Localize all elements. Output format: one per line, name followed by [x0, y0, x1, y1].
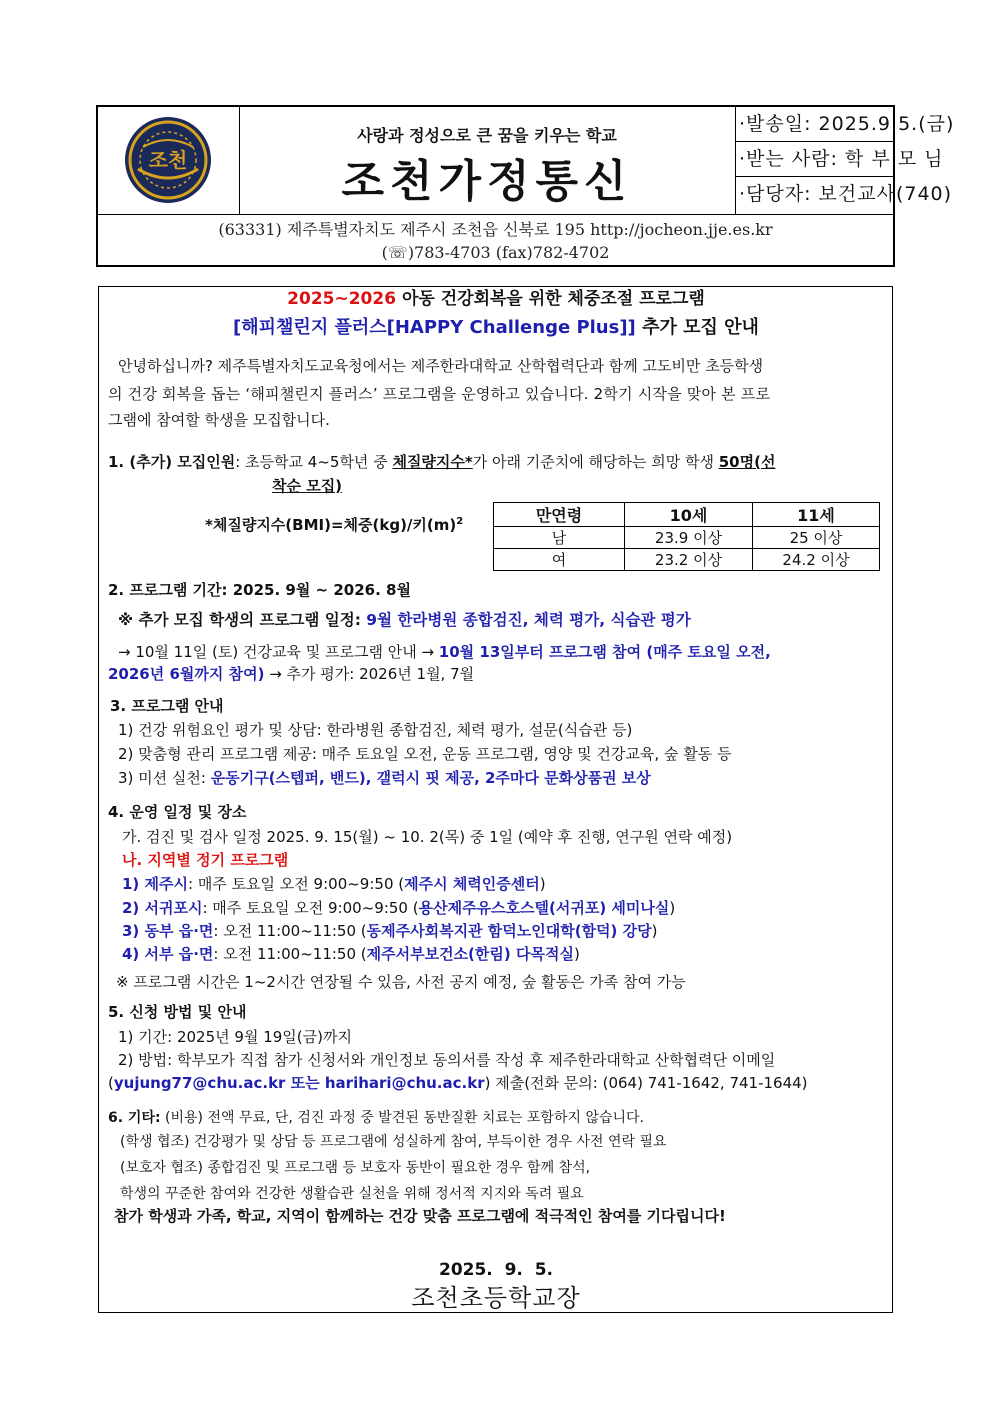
newsletter-header — [96, 105, 955, 267]
newsletter-name: 조천가정통신 — [341, 156, 633, 207]
header-top-row — [98, 107, 955, 215]
s1-bmi-term: 체질량지수* — [392, 453, 473, 471]
region-label: 1) 제주시 — [122, 875, 188, 893]
school-emblem-icon — [98, 107, 239, 214]
region-close: ) — [573, 945, 580, 963]
s3-item-3-label: 3) 미션 실천: — [118, 769, 211, 787]
s6-line-1 — [108, 1108, 644, 1128]
table-cell: 25 이상 — [753, 527, 880, 549]
s3-item-3-detail: 운동기구(스텝퍼, 밴드), 갤럭시 핏 제공, 2주마다 문화상품권 보상 — [210, 769, 651, 787]
title-program: 아동 건강회복을 위한 체중조절 프로그램 — [396, 289, 705, 309]
s2-flow-line-2 — [108, 664, 474, 684]
region-time: : 오전 11:00~11:50 ( — [213, 922, 367, 940]
s1-count: 50명(선 — [718, 453, 776, 471]
s4-region-east — [122, 921, 657, 941]
table-row — [494, 527, 880, 549]
s5-email-addresses[interactable]: yujung77@chu.ac.kr 또는 harihari@chu.ac.kr — [113, 1074, 485, 1092]
section-4-heading: 4. 운영 일정 및 장소 — [108, 803, 247, 821]
region-close: ) — [539, 875, 546, 893]
contact-person: ·담당자: 보건교사(740) — [739, 183, 953, 205]
s2-note-detail: 9월 한라병원 종합검진, 체력 평가, 식습관 평가 — [366, 611, 691, 629]
section-6-heading: 6. 기타: — [108, 1110, 161, 1126]
table-header-cell: 10세 — [625, 503, 753, 527]
table-cell: 23.2 이상 — [625, 549, 753, 571]
region-label: 4) 서부 읍·면 — [122, 945, 214, 963]
s5-item-1: 1) 기간: 2025년 9월 19일(금)까지 — [118, 1028, 352, 1046]
s2-flow-c: 2026년 6월까지 참여) — [108, 665, 265, 683]
s6-line-4: 학생의 꾸준한 참여와 건강한 생활습관 실천을 위해 정서적 지지와 독려 필요 — [120, 1186, 584, 1202]
s1-text-a: : 초등학교 4~5학년 중 — [235, 453, 393, 471]
s2-flow-d: → 추가 평가: 2026년 1월, 7월 — [264, 665, 475, 683]
signer: 조천초등학교장 — [411, 1284, 581, 1312]
table-header-cell: 11세 — [753, 503, 880, 527]
s5-email-open: ( — [108, 1074, 114, 1092]
s1-first-come: 착순 모집) — [272, 477, 343, 495]
s4-region-west — [122, 944, 580, 964]
title-cell — [239, 107, 736, 214]
section-2-heading: 2. 프로그램 기간: 2025. 9월 ~ 2026. 8월 — [108, 581, 411, 599]
title-recruit: 추가 모집 안내 — [635, 317, 759, 338]
title-year: 2025~2026 — [287, 289, 397, 309]
school-slogan: 사랑과 정성으로 큰 꿈을 키우는 학교 — [357, 126, 617, 145]
region-place: 동제주사회복지관 함덕노인대학(함덕) 강당 — [366, 922, 652, 940]
s5-item-2: 2) 방법: 학부모가 직접 참가 신청서와 개인정보 동의서를 작성 후 제주한라대학교 산학협력단 이메일 — [118, 1051, 776, 1069]
s2-flow-line-1 — [118, 642, 771, 662]
table-cell: 여 — [494, 549, 625, 571]
s2-flow-b: 10월 13일부터 프로그램 참여 (매주 토요일 오전, — [438, 643, 771, 661]
region-place: 제주서부보건소(한림) 다목적실 — [366, 945, 574, 963]
s6-line-3: (보호자 협조) 종합검진 및 프로그램 등 보호자 동반이 필요한 경우 함께 참석, — [120, 1160, 591, 1176]
bmi-formula-text: *체질량지수(BMI)=체중(kg)/키(m) — [205, 516, 457, 534]
s6-cost: (비용) 전액 무료, 단, 검진 과정 중 발견된 동반질환 치료는 포함하지 않습니다. — [160, 1110, 644, 1126]
section-5-heading: 5. 신청 방법 및 안내 — [108, 1003, 247, 1021]
bmi-formula — [205, 512, 463, 535]
title-program-name: [해피챌린지 플러스[HAPPY Challenge Plus]] — [233, 317, 636, 338]
school-address: (63331) 제주특별자치도 제주시 조천읍 신북로 195 http://jocheon.jje.es.kr — [218, 220, 773, 239]
emblem-text: 조천 — [148, 148, 188, 172]
region-place: 용산제주유스호스텔(서귀포) 세미나실 — [418, 899, 670, 917]
section-1-line-1 — [108, 452, 775, 472]
recipient: ·받는 사람: 학 부 모 님 — [735, 142, 893, 177]
school-phone: (☏)783-4703 (fax)782-4702 — [381, 243, 610, 262]
table-cell: 24.2 이상 — [753, 549, 880, 571]
s1-text-c: 가 아래 기준치에 해당하는 희망 학생 — [472, 453, 719, 471]
region-close: ) — [669, 899, 676, 917]
table-cell: 남 — [494, 527, 625, 549]
region-time: : 매주 토요일 오전 9:00~9:50 ( — [188, 875, 405, 893]
s4-regional-heading: 나. 지역별 정기 프로그램 — [122, 851, 289, 869]
intro-line-2: 의 건강 회복을 돕는 ‘해피챌린지 플러스’ 프로그램을 운영하고 있습니다. 2학기 시작을 맞아 본 프로 — [108, 385, 771, 403]
s6-line-2: (학생 협조) 건강평가 및 상담 등 프로그램에 성실하게 참여, 부득이한 경우 사전 연락 필요 — [120, 1134, 667, 1150]
issue-info-cell — [735, 107, 955, 214]
s3-item-3 — [118, 768, 651, 788]
section-1-heading: 1. (추가) 모집인원 — [108, 453, 236, 471]
s4-region-seogwipo — [122, 898, 675, 918]
notice-title-line2 — [0, 315, 992, 341]
s4-checkup-schedule: 가. 검진 및 검사 일정 2025. 9. 15(월) ~ 10. 2(목) 중 1일 (예약 후 진행, 연구원 연락 예정) — [122, 828, 733, 846]
s5-email-end: ) 제출(전화 문의: (064) 741-1642, 741-1644) — [484, 1074, 808, 1092]
region-time: : 매주 토요일 오전 9:00~9:50 ( — [202, 899, 419, 917]
section-3-heading: 3. 프로그램 안내 — [110, 697, 224, 715]
issue-date: ·발송일: 2025.9.5.(금) — [735, 107, 893, 142]
s3-item-2: 2) 맞춤형 관리 프로그램 제공: 매주 토요일 오전, 운동 프로그램, 영양 및 건강교육, 숲 활동 등 — [118, 745, 732, 763]
table-header-cell: 만연령 — [494, 503, 625, 527]
table-header-row — [494, 503, 880, 527]
region-close: ) — [651, 922, 658, 940]
closing-message: 참가 학생과 가족, 학교, 지역이 함께하는 건강 맞춤 프로그램에 적극적인 참여를 기다립니다! — [114, 1207, 726, 1225]
s5-email-line — [108, 1073, 808, 1093]
s4-note: ※ 프로그램 시간은 1~2시간 연장될 수 있음, 사전 공지 예정, 숲 활동은 가족 참여 가능 — [116, 973, 686, 991]
s2-note-label: ※ 추가 모집 학생의 프로그램 일정: — [118, 611, 367, 629]
table-row — [494, 549, 880, 571]
region-time: : 오전 11:00~11:50 ( — [213, 945, 367, 963]
s2-schedule-note — [118, 610, 691, 630]
region-label: 3) 동부 읍·면 — [122, 922, 214, 940]
s4-region-jeju — [122, 874, 546, 894]
intro-line-3: 그램에 참여할 학생을 모집합니다. — [108, 411, 330, 429]
bmi-formula-sup: 2 — [456, 516, 464, 527]
s2-flow-a: → 10월 11일 (토) 건강교육 및 프로그램 안내 → — [118, 643, 439, 661]
intro-line-1: 안녕하십니까? 제주특별자치도교육청에서는 제주한라대학교 산학협력단과 함께 고도비만 초등학생 — [118, 357, 764, 375]
region-label: 2) 서귀포시 — [122, 899, 203, 917]
notice-title-line1 — [0, 287, 992, 311]
s3-item-1: 1) 건강 위험요인 평가 및 상담: 한라병원 종합검진, 체력 평가, 설문(식습관 등) — [118, 721, 633, 739]
bmi-criteria-table — [493, 502, 880, 571]
notice-date: 2025. 9. 5. — [438, 1260, 554, 1280]
table-cell: 23.9 이상 — [625, 527, 753, 549]
region-place: 제주시 체력인증센터 — [404, 875, 540, 893]
logo-cell — [98, 107, 240, 214]
